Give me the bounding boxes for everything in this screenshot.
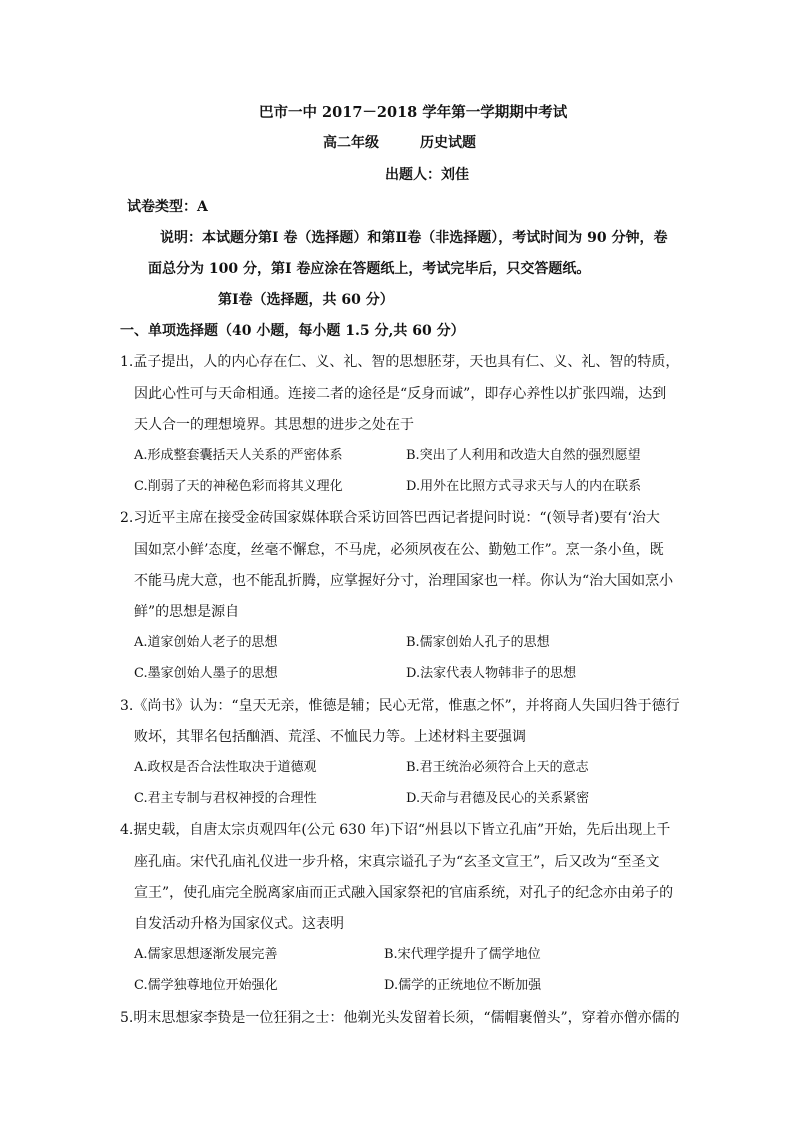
grade-label: 高二年级 (323, 135, 379, 151)
exam-title: 巴市一中 2017－2018 学年第一学期期中考试 (259, 104, 568, 121)
question-2-option-d: D.法家代表人物韩非子的思想 (406, 666, 577, 681)
question-2-option-a: A.道家创始人老子的思想 (134, 635, 278, 650)
part-title: 一、单项选择题（40 小题，每小题 1.5 分,共 60 分） (120, 323, 465, 339)
question-4-option-a: A.儒家思想逐渐发展完善 (134, 947, 278, 962)
question-2-line-1: 2.习近平主席在接受金砖国家媒体联合采访回答巴西记者提问时说：“(领导者)要有‘治大 (120, 510, 660, 526)
question-4-line-4: 自发活动升格为国家仪式。这表明 (134, 916, 344, 932)
question-1-option-d: D.用外在比照方式寻求天与人的内在联系 (406, 479, 642, 494)
question-2-option-c: C.墨家创始人墨子的思想 (134, 666, 278, 681)
question-3-option-a: A.政权是否合法性取决于道德观 (134, 760, 317, 775)
question-3-option-b: B.君王统治必须符合上天的意志 (406, 760, 589, 775)
question-3-line-1: 3.《尚书》认为：“皇天无亲，惟德是辅；民心无常，惟惠之怀”，并将商人失国归咎于德行 (120, 698, 680, 714)
question-1-option-c: C.削弱了天的神秘色彩而将其义理化 (134, 479, 343, 494)
question-1-option-a: A.形成整套囊括天人关系的严密体系 (134, 448, 343, 463)
question-1-line-1: 1.孟子提出，人的内心存在仁、义、礼、智的思想胚芽，天也具有仁、义、礼、智的特质， (120, 354, 680, 370)
subject-label: 历史试题 (420, 135, 476, 151)
question-2-line-3: 不能马虎大意，也不能乱折腾，应掌握好分寸，治理国家也一样。你认为“治大国如烹小 (134, 573, 674, 589)
author-label: 出题人：刘佳 (385, 167, 469, 183)
question-5-line-1: 5.明末思想家李贽是一位狂狷之士：他剃光头发留着长须，“儒帽裹僧头”，穿着亦僧亦儒的 (120, 1010, 680, 1026)
question-4-line-1: 4.据史载，自唐太宗贞观四年(公元 630 年)下诏“州县以下皆立孔庙”开始，先后出现上千 (120, 822, 671, 838)
question-2-line-4: 鲜”的思想是源自 (134, 604, 240, 620)
question-3-option-d: D.天命与君德及民心的关系紧密 (406, 791, 590, 806)
question-1-line-2: 因此心性可与天命相通。连接二者的途径是“反身而诚”，即存心养性以扩张四端，达到 (134, 386, 667, 402)
question-4-option-b: B.宋代理学提升了儒学地位 (384, 947, 541, 962)
question-3-line-2: 败坏，其罪名包括酗酒、荒淫、不恤民力等。上述材料主要强调 (134, 729, 526, 745)
section-title: 第Ⅰ卷（选择题，共 60 分） (218, 292, 394, 308)
question-2-option-b: B.儒家创始人孔子的思想 (406, 635, 550, 650)
paper-type: 试卷类型：A (127, 199, 208, 215)
instructions-line-2: 面总分为 100 分，第Ⅰ 卷应涂在答题纸上，考试完毕后，只交答题纸。 (148, 261, 591, 277)
question-4-line-3: 宣王”，使孔庙完全脱离家庙而正式融入国家祭祀的官庙系统，对孔子的纪念亦由弟子的 (134, 885, 674, 901)
question-4-option-c: C.儒学独尊地位开始强化 (134, 978, 278, 993)
instructions-line-1: 说明：本试题分第Ⅰ 卷（选择题）和第Ⅱ卷（非选择题），考试时间为 90 分钟，卷 (160, 230, 668, 246)
question-1-line-3: 天人合一的理想境界。其思想的进步之处在于 (134, 417, 414, 433)
question-1-option-b: B.突出了人利用和改造大自然的强烈愿望 (406, 448, 641, 463)
question-4-line-2: 座孔庙。宋代孔庙礼仪进一步升格，宋真宗谥孔子为“玄圣文宣王”，后又改为“至圣文 (134, 854, 660, 870)
question-2-line-2: 国如烹小鲜’态度，丝毫不懈怠，不马虎，必须夙夜在公、勤勉工作”。烹一条小鱼，既 (134, 542, 664, 558)
question-4-option-d: D.儒学的正统地位不断加强 (384, 978, 542, 993)
question-3-option-c: C.君主专制与君权神授的合理性 (134, 791, 317, 806)
